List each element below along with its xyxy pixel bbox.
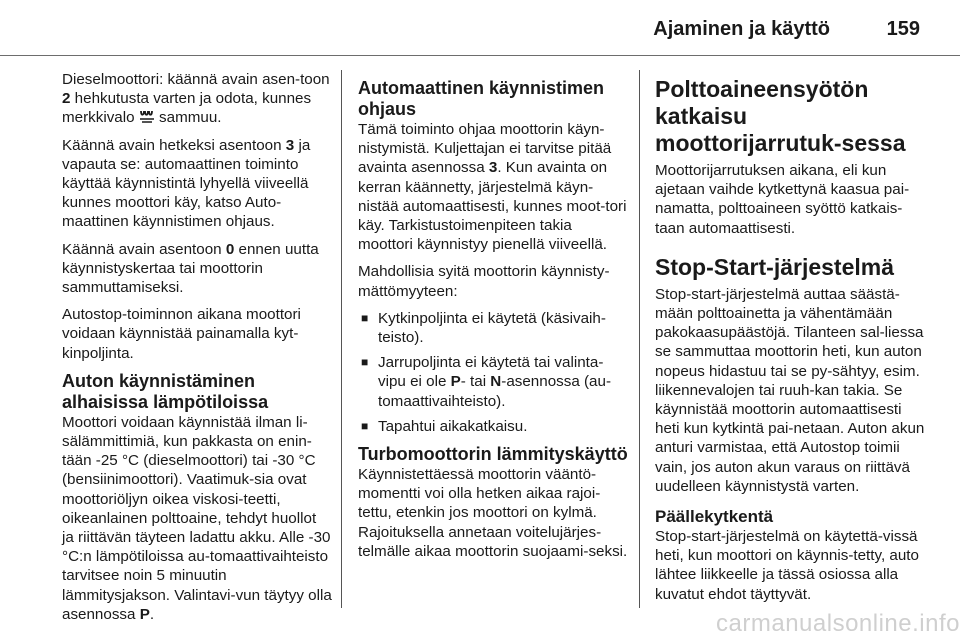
- paragraph: Moottori voidaan käynnistää ilman li-sälämmittimiä, kun pakkasta on enin-tään -25 °C (dieselmoottori) tai -30 °C (bensiinimoottori). Vaatimuk-sia ovat moottoriöljyn oikea viskosi-teetti, oikeanlainen polttoaine, tehdyt huollot ja riittävän täyteen ladattu akku. Alle -30 °C:n lämpötiloissa au-tomaattivaihteisto tarvitsee noin 5 minuutin lämmitysjakson. Valintavi-vun täytyy olla asennossa P.: [62, 413, 332, 623]
- square-bullet-icon: ■: [361, 310, 369, 325]
- paragraph: Dieselmoottori: käännä avain asen-toon 2 hehkutusta varten ja odota, kunnes merkkivalo sammuu.: [62, 71, 330, 127]
- paragraph: Stop-start-järjestelmä auttaa säästä-mään polttoainetta ja vähentämään pakokaasupäästöjä. Tilanteen sal-liessa se sammuttaa moottorin heti, kun auton nopeus hidastuu tai se py-sähtyy, esim. liikennevalojen tai ruuh-kan takia. Se käynnistää moottorin automaattisesti heti kun kytkintä pai-netaan. Auton akun anturi varmistaa, että Autostop toimii vain, jos auton akun varaus on riittävä uudelleen käynnistystä varten.: [655, 285, 925, 495]
- list-item: ■ Kytkinpoljinta ei käytetä (käsivaih-teisto).: [361, 309, 606, 347]
- list-item: ■ Jarrupoljinta ei käytetä tai valinta-vipu ei ole P- tai N-asennossa (au-tomaattivaihteisto).: [361, 354, 612, 410]
- paragraph: Moottorijarrutuksen aikana, eli kun ajetaan vaihde kytkettynä kaasua pai-namatta, polttoaineen syöttö katkais-taan automaattisesti.: [655, 162, 910, 237]
- paragraph: Tämä toiminto ohjaa moottorin käyn-nistymistä. Kuljettajan ei tarvitse pitää avainta asennossa 3. Kun avainta on kerran käännetty, järjestelmä käyn-nistää automaattisesti, kunnes moot-tori käy. Tarkistustoimenpiteen takia moottori käynnistyy pienellä viiveellä.: [358, 121, 627, 254]
- paragraph: Käännä avain asentoon 0 ennen uutta käynnistyskertaa tai moottorin sammuttamiseksi.: [62, 240, 319, 297]
- square-bullet-icon: ■: [361, 355, 369, 370]
- paragraph: Käynnistettäessä moottorin vääntö-momentti voi olla hetken aikaa rajoi-tettu, etenkin jos moottori on kylmä. Rajoituksella annetaan voitelujärjes-telmälle aikaa moottorin suojaami-seksi.: [358, 466, 628, 560]
- page-header: [0, 0, 960, 62]
- heading: Polttoaineensyötön katkaisu moottorijarrutuk-sessa: [655, 76, 906, 156]
- column-divider: [639, 70, 640, 608]
- column-3: [655, 70, 930, 612]
- watermark: carmanualsonline.info: [716, 610, 960, 637]
- square-bullet-icon: ■: [361, 418, 369, 433]
- column-1: [62, 70, 332, 632]
- page-number: 159: [886, 18, 920, 40]
- section-title: Ajaminen ja käyttö: [653, 18, 830, 40]
- glow-plug-icon: [139, 110, 155, 124]
- subheading: Päällekytkentä: [655, 507, 774, 527]
- list-item: ■ Tapahtui aikakatkaisu.: [361, 417, 528, 435]
- paragraph: Autostop-toiminnon aikana moottori voidaan käynnistää painamalla kyt-kinpoljinta.: [62, 306, 301, 362]
- subheading: Auton käynnistäminen alhaisissa lämpötiloissa: [62, 370, 269, 412]
- paragraph: Käännä avain hetkeksi asentoon 3 ja vapauta se: automaattinen toiminto käyttää käynnistintä lyhyellä viiveellä kunnes moottori käy, katso Auto-maattinen käynnistimen ohjaus.: [62, 136, 311, 231]
- paragraph: Mahdollisia syitä moottorin käynnisty-mättömyyteen:: [358, 263, 610, 300]
- bullet-list: [358, 309, 630, 436]
- subheading: Automaattinen käynnistimen ohjaus: [358, 78, 605, 119]
- subheading: Turbomoottorin lämmityskäyttö: [358, 444, 628, 465]
- header-rule: [0, 55, 960, 56]
- column-divider: [341, 70, 342, 608]
- column-2: [358, 70, 630, 569]
- paragraph: Stop-start-järjestelmä on käytettä-vissä heti, kun moottori on käynnis-tetty, auto lähtee liikkeelle ja tässä osiossa alla kuvatut ehdot täyttyvät.: [655, 528, 919, 603]
- heading: Stop-Start-järjestelmä: [655, 253, 895, 280]
